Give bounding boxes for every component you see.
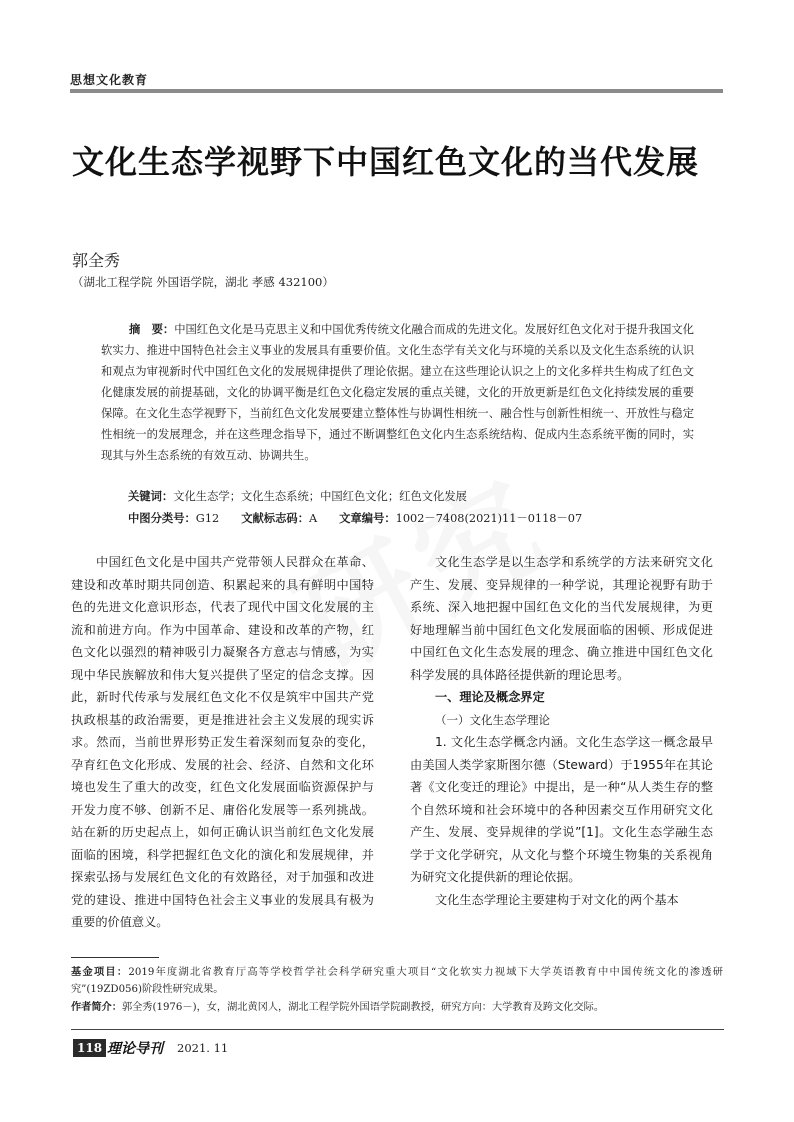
abstract-label: 摘 要：	[129, 323, 175, 336]
keywords	[128, 488, 467, 504]
author-info-label: 作者简介：	[71, 1002, 122, 1013]
author-affiliation: （湖北工程学院 外国语学院，湖北 孝感 432100）	[72, 275, 334, 289]
fund-label: 基金项目：	[71, 967, 129, 978]
page-number: 118	[73, 1039, 106, 1057]
section-label: 思想文化教育	[70, 73, 149, 87]
section-heading: 一、理论及概念界定	[435, 690, 545, 704]
footer-rule	[71, 1029, 724, 1030]
issue-date: 2021. 11	[177, 1041, 229, 1055]
article-no-value: 1002－7408(2021)11－0118－07	[395, 512, 583, 525]
fund-footnote	[71, 964, 723, 998]
body-column-left	[71, 551, 374, 934]
article-title: 文化生态学视野下中国红色文化的当代发展	[72, 143, 700, 181]
body-paragraph: 中国红色文化是中国共产党带领人民群众在革命、建设和改革时期共同创造、积累起来的具有鲜明中国特色的先进文化意识形态，代表了现代中国文化发展的主流和前进方向。作为中国革命、建设和改革的产物，红色文化以强烈的精神吸引力凝聚各方意志与情感，为实现中华民族解放和伟大复兴提供了坚定的信念支撑。因此，新时代传承与发展红色文化不仅是筑牢中国共产党执政根基的政治需要，更是推进社会主义发展的现实诉求。然而，当前世界形势正发生着深刻而复杂的变化，孕育红色文化形成、发展的社会、经济、自然和文化环境也发生了重大的改变，红色文化发展面临资源保护与开发力度不够、创新不足、庸俗化发展等一系列挑战。站在新的历史起点上，如何正确认识当前红色文化发展面临的困境，科学把握红色文化的演化和发展规律，并探索弘扬与发展红色文化的有效路径，对于加强和改进党的建设、推进中国特色社会主义事业的发展具有极为重要的价值意义。	[71, 555, 374, 929]
doc-code-value: A	[309, 512, 318, 525]
subsection-heading: （一）文化生态学理论	[435, 712, 550, 727]
body-paragraph: 文化生态学是以生态学和系统学的方法来研究文化产生、发展、变异规律的一种学说，其理论视野有助于系统、深入地把握中国红色文化的当代发展规律，为更好地理解当前中国红色文化发展面临的困顿、形成促进中国红色文化生态发展的理念、确立推进中国红色文化科学发展的具体路径提供新的理论思考。	[410, 555, 713, 682]
abstract-text: 中国红色文化是马克思主义和中国优秀传统文化融合而成的先进文化。发展好红色文化对于提升我国文化软实力、推进中国特色社会主义事业的发展具有重要价值。文化生态学有关文化与环境的关系以及文化生态系统的认识和观点为审视新时代中国红色文化的发展规律提供了理论依据。建立在这些理论认识之上的文化多样共生构成了红色文化健康发展的前提基础，文化的协调平衡是红色文化稳定发展的重点关键，文化的开放更新是红色文化持续发展的重要保障。在文化生态学视野下，当前红色文化发展要建立整体性与协调性相统一、融合性与创新性相统一、开放性与稳定性相统一的发展理念，并在这些理念指导下，通过不断调整红色文化内生态系统结构、促成内生态系统平衡的同时，实现其与外生态系统的有效互动、协调共生。	[101, 323, 694, 462]
journal-name: 理论导刊	[107, 1041, 163, 1057]
author-name: 郭全秀	[72, 251, 121, 270]
body-paragraph: 1. 文化生态学概念内涵。文化生态学这一概念最早由美国人类学家斯图尔德（Steward）于1955年在其论著《文化变迁的理论》中提出，是一种“从人类生存的整个自然环境和社会环境中的各种因素交互作用研究文化产生、发展、变异规律的学说”[1]。文化生态学融生态学于文化学研究，从文化与整个环境生物集的关系视角为研究文化提供新的理论依据。	[410, 735, 713, 884]
abstract	[101, 319, 694, 466]
classification-line	[128, 510, 582, 526]
header-rule	[70, 89, 723, 93]
body-paragraph: 文化生态学理论主要建构于对文化的两个基本	[435, 892, 679, 907]
footnote-rule	[71, 957, 159, 958]
author-info-text: 郭全秀(1976－)，女，湖北黄冈人，湖北工程学院外国语学院副教授，研究方向：大学教育及跨文化交际。	[121, 1002, 605, 1013]
body-column-right	[410, 551, 713, 911]
keywords-text: 文化生态学；文化生态系统；中国红色文化；红色文化发展	[173, 490, 467, 503]
fund-text: 2019年度湖北省教育厅高等学校哲学社会科学研究重大项目“文化软实力视域下大学英语教育中中国传统文化的渗透研究”(19ZD056)阶段性研究成果。	[71, 967, 723, 995]
doc-code-label: 文献标志码：	[241, 512, 309, 525]
author-footnote	[71, 999, 723, 1016]
keywords-label: 关键词：	[128, 490, 174, 503]
clc-label: 中图分类号：	[128, 512, 196, 525]
clc-value: G12	[195, 512, 220, 525]
article-no-label: 文章编号：	[339, 512, 396, 525]
